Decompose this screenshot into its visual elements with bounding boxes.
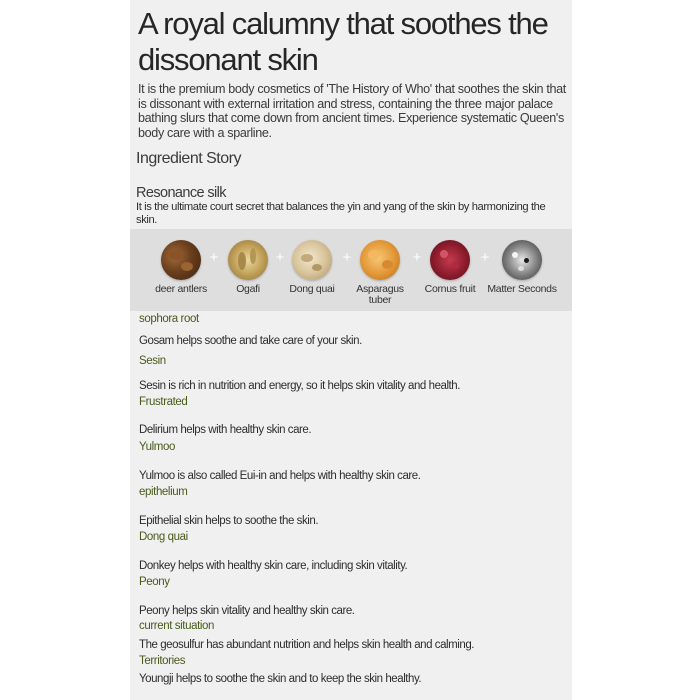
ogafi-icon: [228, 240, 268, 280]
ingredient-label: Ogafi: [236, 283, 260, 295]
list-text: Delirium helps with healthy skin care.: [139, 424, 312, 436]
ingredient-dong-quai: [277, 240, 347, 295]
ingredient-asparagus-tuber: [345, 240, 415, 306]
list-heading: Yulmoo: [139, 441, 175, 453]
list-heading: Peony: [139, 576, 170, 588]
plus-symbol: +: [342, 249, 352, 266]
plus-symbol: +: [209, 249, 219, 266]
dong-quai-icon: [292, 240, 332, 280]
ingredient-label: Dong quai: [289, 283, 335, 295]
list-text: Donkey helps with healthy skin care, including skin vitality.: [139, 560, 408, 572]
matter-seconds-icon: [502, 240, 542, 280]
ingredient-label: Asparagus tuber: [356, 283, 404, 306]
ingredient-label: Matter Seconds: [487, 283, 557, 295]
intro-text: It is the premium body cosmetics of 'The History of Who' that soothes the skin that is dissonant with external irritation and stress, containing the three major palace bathing slurs that come down from ancient times. Experience systematic Queen's body care with a sparline.: [138, 82, 566, 140]
ingredient-deer-antlers: [146, 240, 216, 295]
plus-symbol: +: [480, 249, 490, 266]
list-text: Sesin is rich in nutrition and energy, so it helps skin vitality and health.: [139, 380, 460, 392]
asparagus-tuber-icon: [360, 240, 400, 280]
ingredient-story-heading: Ingredient Story: [136, 150, 241, 167]
ingredient-label: Cornus fruit: [424, 283, 476, 295]
ingredient-label: deer antlers: [155, 283, 207, 295]
list-heading: Frustrated: [139, 396, 188, 408]
list-text: Yulmoo is also called Eui-in and helps with healthy skin care.: [139, 470, 421, 482]
resonance-silk-heading: Resonance silk: [136, 185, 226, 201]
list-heading: sophora root: [139, 313, 199, 325]
plus-symbol: +: [275, 249, 285, 266]
list-heading: Sesin: [139, 355, 166, 367]
ingredient-cornus-fruit: [415, 240, 485, 295]
plus-symbol: +: [412, 249, 422, 266]
deer-antlers-icon: [161, 240, 201, 280]
list-text: The geosulfur has abundant nutrition and helps skin health and calming.: [139, 639, 475, 651]
cornus-fruit-icon: [430, 240, 470, 280]
list-text: Gosam helps soothe and take care of your skin.: [139, 335, 362, 347]
list-text: Youngji helps to soothe the skin and to keep the skin healthy.: [139, 673, 422, 685]
list-text: Peony helps skin vitality and healthy skin care.: [139, 605, 355, 617]
page-title: A royal calumny that soothes the dissonant skin: [138, 6, 548, 77]
resonance-silk-description: It is the ultimate court secret that balances the yin and yang of the skin by harmonizing the skin.: [136, 201, 546, 226]
ingredient-matter-seconds: [487, 240, 557, 295]
list-heading: Territories: [139, 655, 186, 667]
list-heading: current situation: [139, 620, 215, 632]
list-text: Epithelial skin helps to soothe the skin.: [139, 515, 319, 527]
ingredient-ogafi: [213, 240, 283, 295]
list-heading: epithelium: [139, 486, 188, 498]
list-heading: Dong quai: [139, 531, 188, 543]
